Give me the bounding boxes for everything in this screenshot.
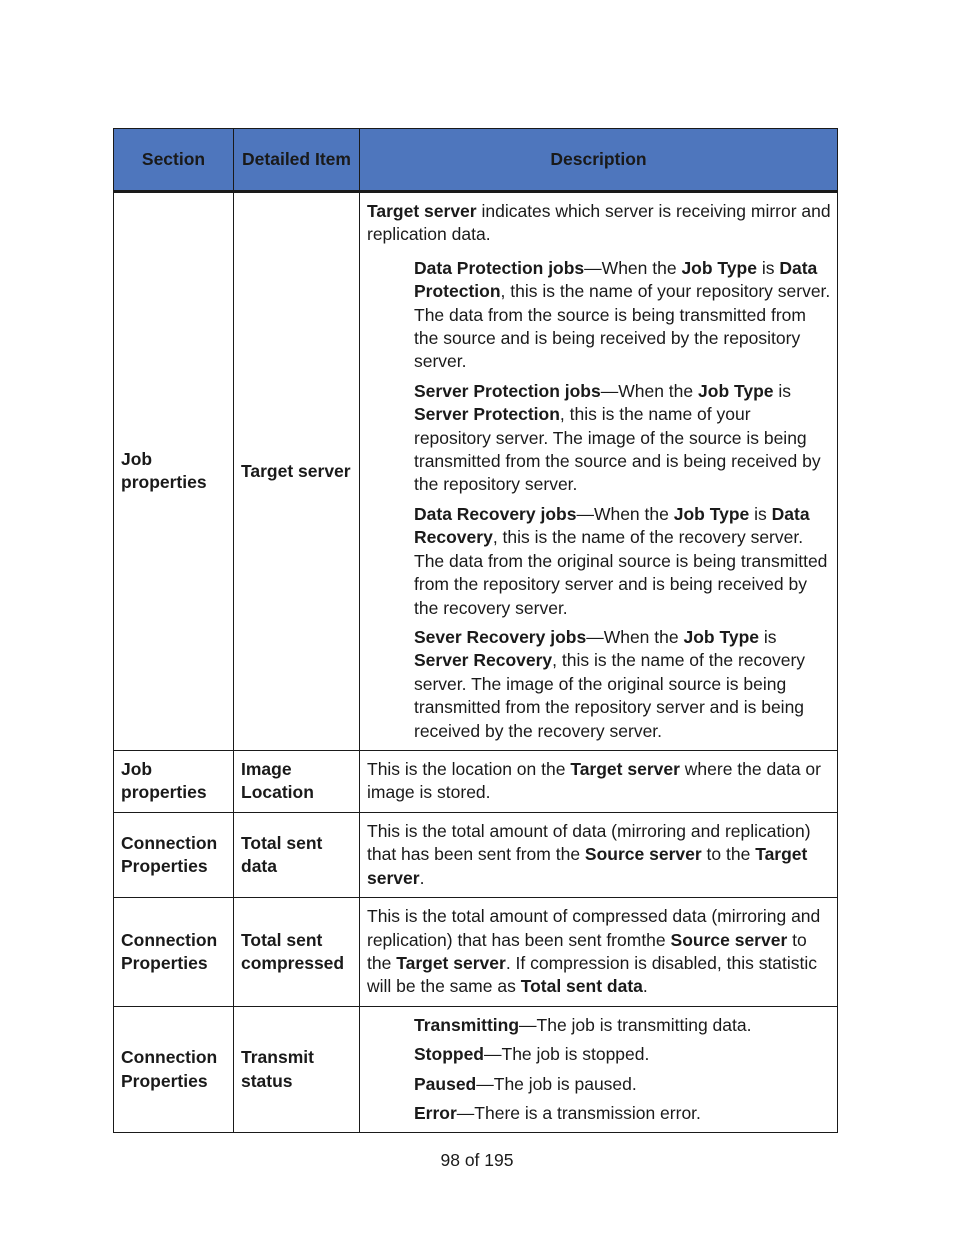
section-cell: Job properties	[114, 192, 234, 751]
section-cell: Connection Properties	[114, 1006, 234, 1133]
description-cell: This is the total amount of data (mirroring and replication) that has been sent from the Source server to the Target server.	[360, 812, 838, 897]
header-section: Section	[114, 129, 234, 192]
description-intro: Target server indicates which server is receiving mirror and replication data.	[367, 201, 831, 245]
list-item: Sever Recovery jobs—When the Job Type is Server Recovery, this is the name of the recovery server. The image of the original source is being transmitted from the repository server and is being received by the recovery server.	[414, 626, 806, 741]
list-item: Server Protection jobs—When the Job Type is Server Protection, this is the name of your repository server. The image of the source is being transmitted from the source and is being received by the repository server.	[414, 380, 821, 495]
detailed-item-cell: Transmit status	[234, 1006, 360, 1133]
list-item: Data Recovery jobs—When the Job Type is Data Recovery, this is the name of the recovery server. The data from the original source is being transmitted from the repository server and is being received by the recovery server.	[414, 503, 828, 618]
description-cell	[360, 1006, 838, 1133]
list-item: Transmitting—The job is transmitting data.	[414, 1014, 752, 1035]
table-row	[114, 1006, 838, 1133]
list-item: Error—There is a transmission error.	[414, 1103, 701, 1123]
section-cell: Job properties	[114, 750, 234, 812]
description-cell: This is the total amount of compressed data (mirroring and replication) that has been sent fromthe Source server to the Target server. If compression is disabled, this statistic will be the same as Total sent data.	[360, 898, 838, 1007]
description-cell	[360, 192, 838, 751]
list-item: Paused—The job is paused.	[414, 1073, 637, 1094]
table-header-row	[114, 129, 838, 192]
section-cell: Connection Properties	[114, 812, 234, 897]
list-item: Stopped—The job is stopped.	[414, 1044, 650, 1065]
properties-table	[113, 128, 838, 1133]
header-description: Description	[360, 129, 838, 192]
header-detailed-item: Detailed Item	[234, 129, 360, 192]
section-cell: Connection Properties	[114, 898, 234, 1007]
table-row	[114, 898, 838, 1007]
page-number: 98 of 195	[440, 1150, 514, 1170]
detailed-item-cell: Total sent data	[234, 812, 360, 897]
table-row	[114, 192, 838, 751]
table-row	[114, 750, 838, 812]
description-cell: This is the location on the Target server where the data or image is stored.	[360, 750, 838, 812]
detailed-item-cell: Target server	[234, 192, 360, 751]
list-item: Data Protection jobs—When the Job Type is Data Protection, this is the name of your repository server. The data from the source is being transmitted from the source and is being received by the repository server.	[414, 257, 831, 372]
detailed-item-cell: Total sent compressed	[234, 898, 360, 1007]
detailed-item-cell: Image Location	[234, 750, 360, 812]
table-row	[114, 812, 838, 897]
